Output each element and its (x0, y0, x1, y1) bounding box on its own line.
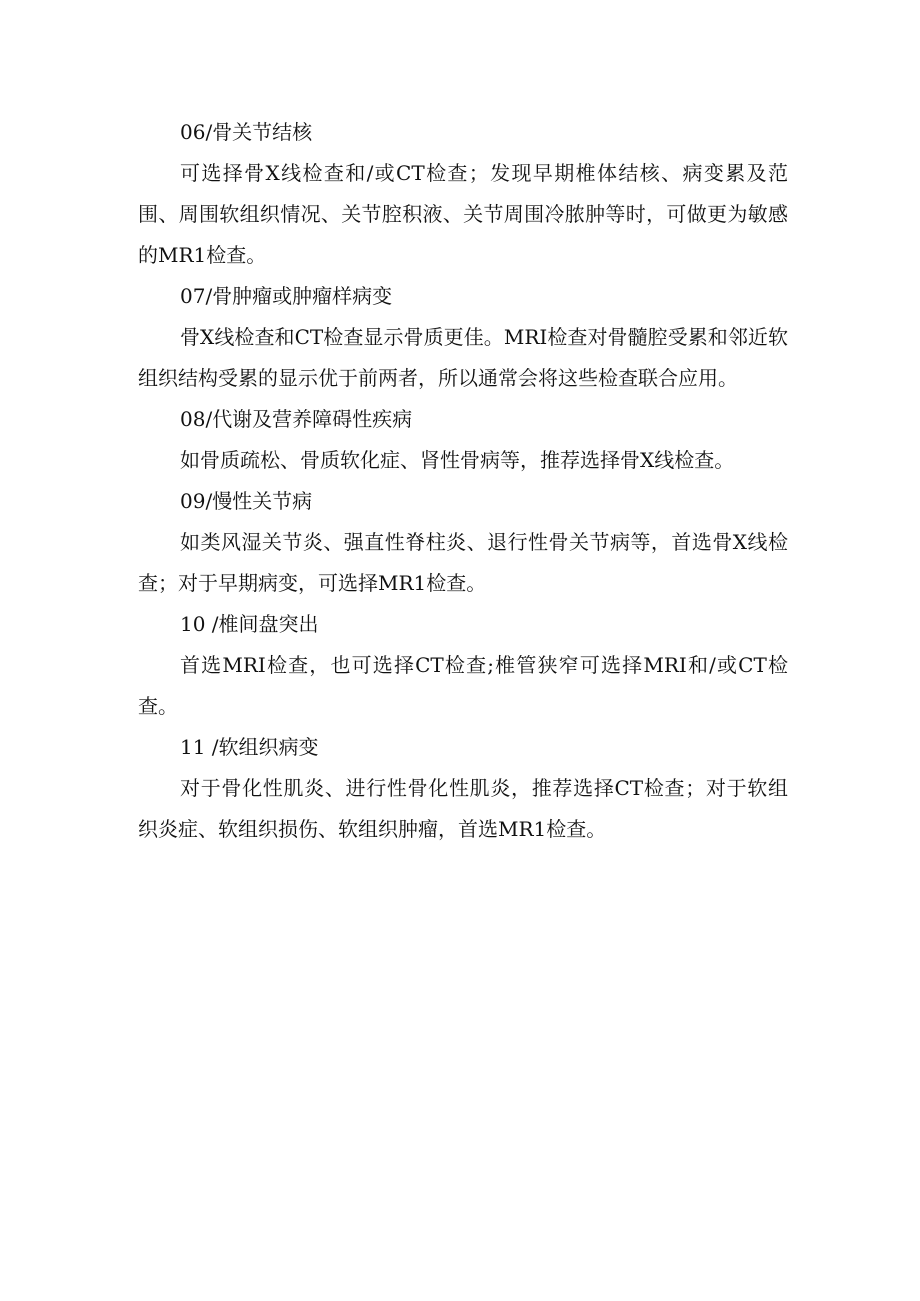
section-body-07: 骨X线检查和CT检查显示骨质更佳。MRI检查对骨髓腔受累和邻近软组织结构受累的显示优于前两者，所以通常会将这些检查联合应用。 (138, 325, 788, 390)
section-heading-07: 07/骨肿瘤或肿瘤样病变 (180, 284, 393, 308)
section-heading-10: 10 /椎间盘突出 (180, 612, 319, 636)
section-body-10: 首选MRI检查，也可选择CT检查;椎管狭窄可选择MRI和/或CT检查。 (138, 653, 788, 718)
section-heading-06: 06/骨关节结核 (180, 120, 313, 144)
section-body-06: 可选择骨X线检查和/或CT检查；发现早期椎体结核、病变累及范围、周围软组织情况、关节腔积液、关节周围冷脓肿等时，可做更为敏感的MR1检查。 (138, 161, 788, 267)
section-heading-11: 11 /软组织病变 (180, 735, 319, 759)
section-body-11: 对于骨化性肌炎、进行性骨化性肌炎，推荐选择CT检查；对于软组织炎症、软组织损伤、软组织肿瘤，首选MR1检查。 (138, 776, 788, 841)
section-heading-08: 08/代谢及营养障碍性疾病 (180, 407, 413, 431)
section-body-08: 如骨质疏松、骨质软化症、肾性骨病等，推荐选择骨X线检查。 (180, 448, 735, 472)
section-heading-09: 09/慢性关节病 (180, 489, 313, 513)
section-body-09: 如类风湿关节炎、强直性脊柱炎、退行性骨关节病等，首选骨X线检查；对于早期病变，可选择MR1检查。 (138, 530, 788, 595)
document-body (138, 112, 788, 850)
